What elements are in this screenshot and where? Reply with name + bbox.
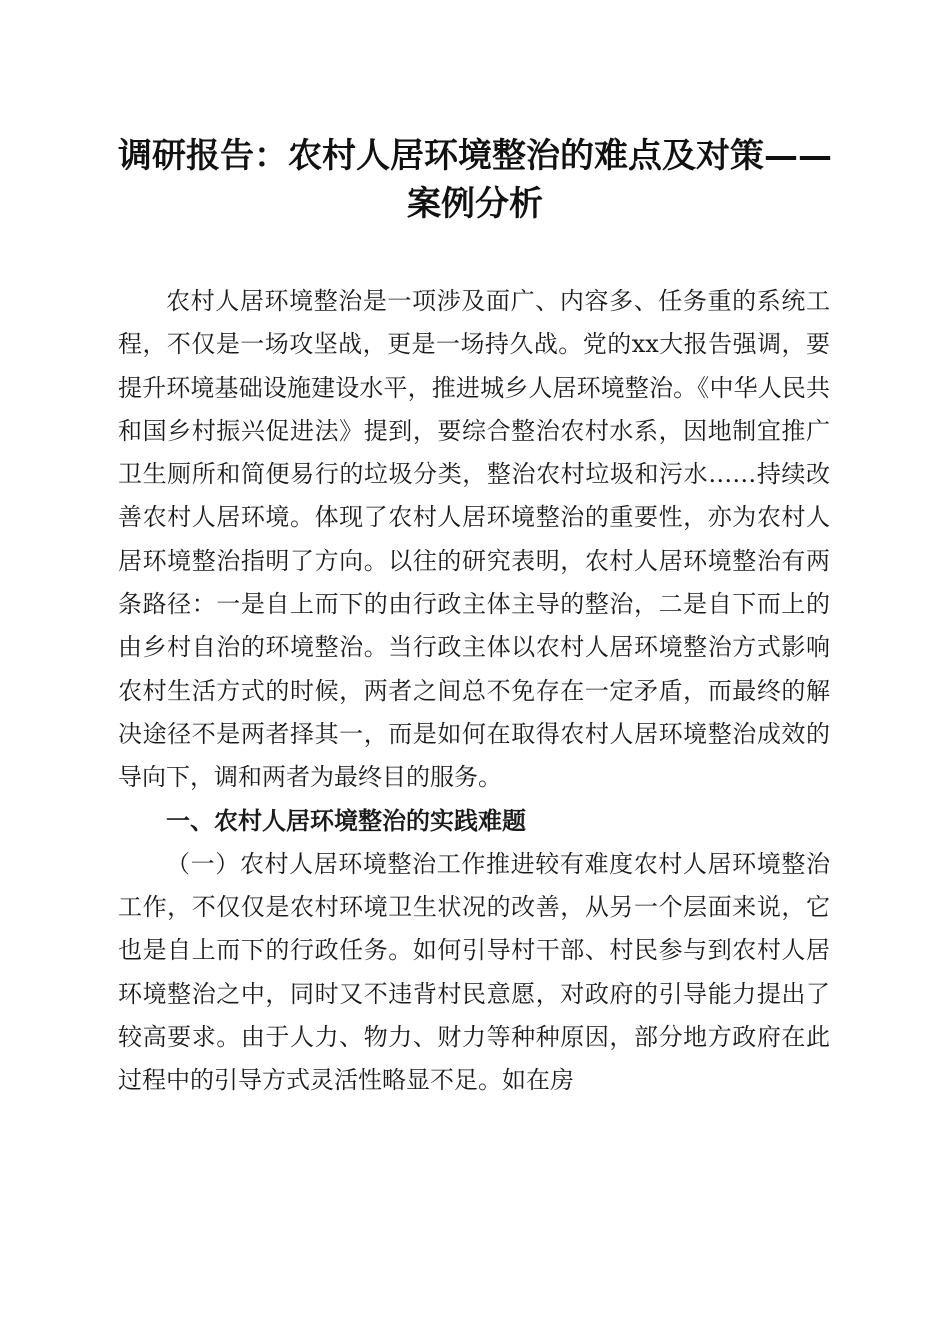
section-heading: 一、农村人居环境整治的实践难题 [166,806,526,835]
subsection-paragraph: （一）农村人居环境整治工作推进较有难度农村人居环境整治工作，不仅仅是农村环境卫生状况的改善，从另一个层面来说，它也是自上而下的行政任务。如何引导村干部、村民参与到农村人居环境整治之中，同时又不违背村民意愿，对政府的引导能力提出了较高要求。由于人力、物力、财力等种种原因，部分地方政府在此过程中的引导方式灵活性略显不足。如在房 [118,849,830,1095]
intro-paragraph: 农村人居环境整治是一项涉及面广、内容多、任务重的系统工程，不仅是一场攻坚战，更是一场持久战。党的xx大报告强调，要提升环境基础设施建设水平，推进城乡人居环境整治。《中华人民共和国乡村振兴促进法》提到，要综合整治农村水系，因地制宜推广卫生厕所和简便易行的垃圾分类，整治农村垃圾和污水……持续改善农村人居环境。体现了农村人居环境整治的重要性，亦为农村人居环境整治指明了方向。以往的研究表明，农村人居环境整治有两条路径：一是自上而下的由行政主体主导的整治，二是自下而上的由乡村自治的环境整治。当行政主体以农村人居环境整治方式影响农村生活方式的时候，两者之间总不免存在一定矛盾，而最终的解决途径不是两者择其一，而是如何在取得农村人居环境整治成效的导向下，调和两者为最终目的服务。 [118,287,830,792]
document-title: 调研报告：农村人居环境整治的难点及对策——案例分析 [118,136,832,224]
document-body [118,280,830,1103]
